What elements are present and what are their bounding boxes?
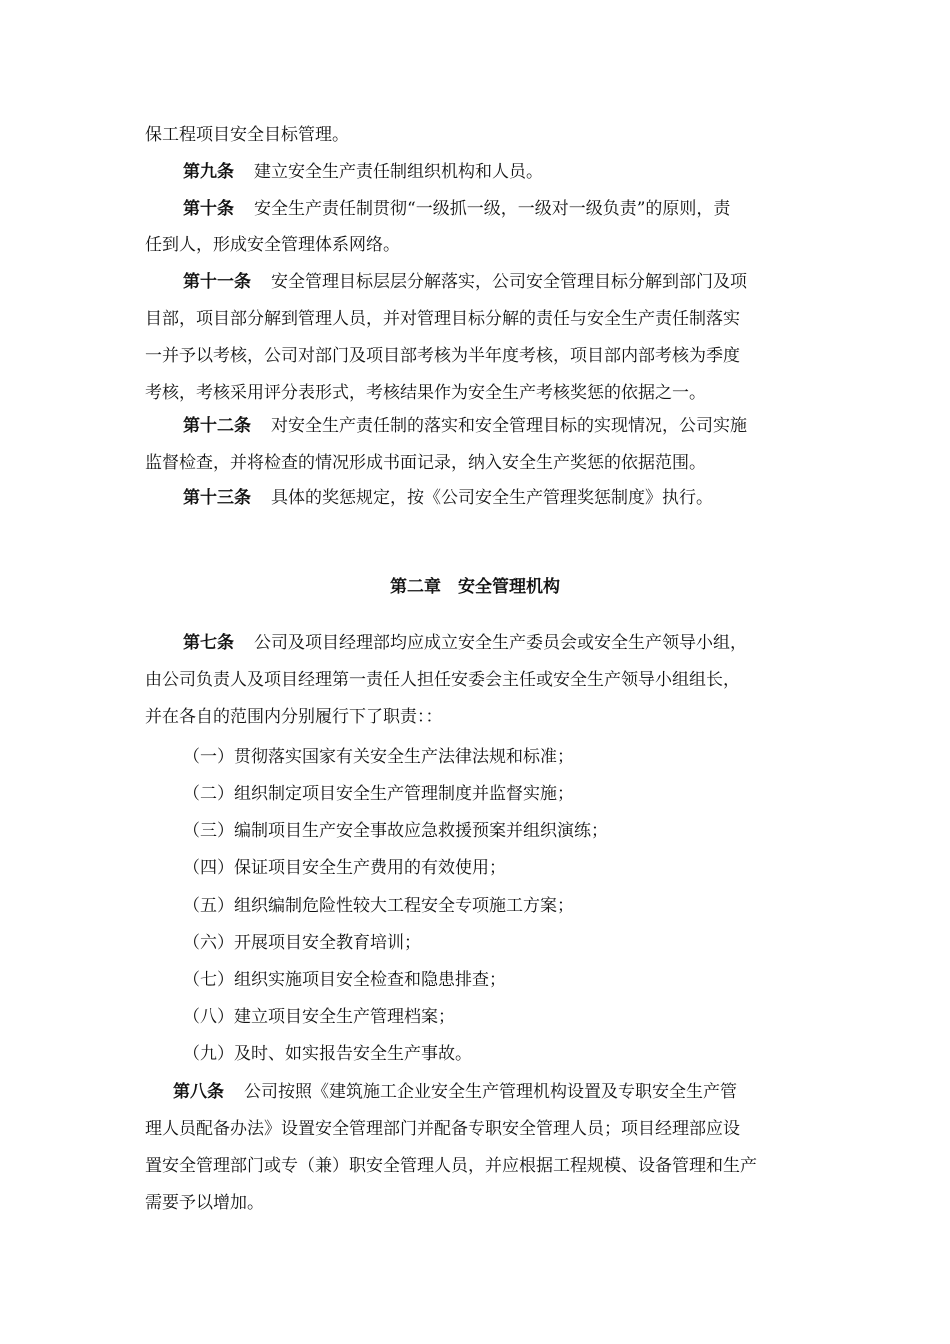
article-number: 第十条 [183,199,234,219]
paragraph-line: 置安全管理部门或专（兼）职安全管理人员，并应根据工程规模、设备管理和生产 [145,1156,757,1176]
chapter-heading: 第二章 安全管理机构 [390,577,560,597]
duty-item: （四）保证项目安全生产费用的有效使用； [183,858,506,878]
paragraph-line: 理人员配备办法》设置安全管理部门并配备专职安全管理人员；项目经理部应设 [145,1119,740,1139]
article-13: 第十三条 具体的奖惩规定，按《公司安全生产管理奖惩制度》执行。 [183,488,713,508]
article-number: 第十三条 [183,488,251,508]
paragraph-line: 并在各自的范围内分别履行下了职责：： [145,707,443,727]
article-11: 第十一条 安全管理目标层层分解落实，公司安全管理目标分解到部门及项 [183,272,747,292]
article-number: 第十二条 [183,416,251,436]
paragraph-line: 考核，考核采用评分表形式，考核结果作为安全生产考核奖惩的依据之一。 [145,383,706,403]
paragraph-line: 监督检查，并将检查的情况形成书面记录，纳入安全生产奖惩的依据范围。 [145,453,706,473]
article-number: 第十一条 [183,272,251,292]
paragraph-line: 保工程项目安全目标管理。 [145,125,349,145]
duty-item: （七）组织实施项目安全检查和隐患排查； [183,970,506,990]
duty-item: （二）组织制定项目安全生产管理制度并监督实施； [183,784,574,804]
duty-item: （九）及时、如实报告安全生产事故。 [183,1044,472,1064]
article-number: 第七条 [183,633,234,653]
duty-item: （三）编制项目生产安全事故应急救援预案并组织演练； [183,821,608,841]
paragraph-line: 一并予以考核，公司对部门及项目部考核为半年度考核，项目部内部考核为季度 [145,346,740,366]
article-9: 第九条 建立安全生产责任制组织机构和人员。 [183,162,543,182]
duty-item: （一）贯彻落实国家有关安全生产法律法规和标准； [183,747,574,767]
paragraph-line: 需要予以增加。 [145,1193,264,1213]
article-12: 第十二条 对安全生产责任制的落实和安全管理目标的实现情况，公司实施 [183,416,747,436]
duty-item: （五）组织编制危险性较大工程安全专项施工方案； [183,896,574,916]
article-number: 第八条 [173,1082,224,1102]
paragraph-line: 目部，项目部分解到管理人员，并对管理目标分解的责任与安全生产责任制落实 [145,309,740,329]
duty-item: （六）开展项目安全教育培训； [183,933,421,953]
article-number: 第九条 [183,162,234,182]
duty-item: （八）建立项目安全生产管理档案； [183,1007,455,1027]
article-10: 第十条 安全生产责任制贯彻“一级抓一级，一级对一级负责”的原则，责 [183,199,731,219]
article-8: 第八条 公司按照《建筑施工企业安全生产管理机构设置及专职安全生产管 [173,1082,737,1102]
paragraph-line: 由公司负责人及项目经理第一责任人担任安委会主任或安全生产领导小组组长， [145,670,740,690]
paragraph-line: 任到人，形成安全管理体系网络。 [145,235,400,255]
article-7: 第七条 公司及项目经理部均应成立安全生产委员会或安全生产领导小组， [183,633,747,653]
